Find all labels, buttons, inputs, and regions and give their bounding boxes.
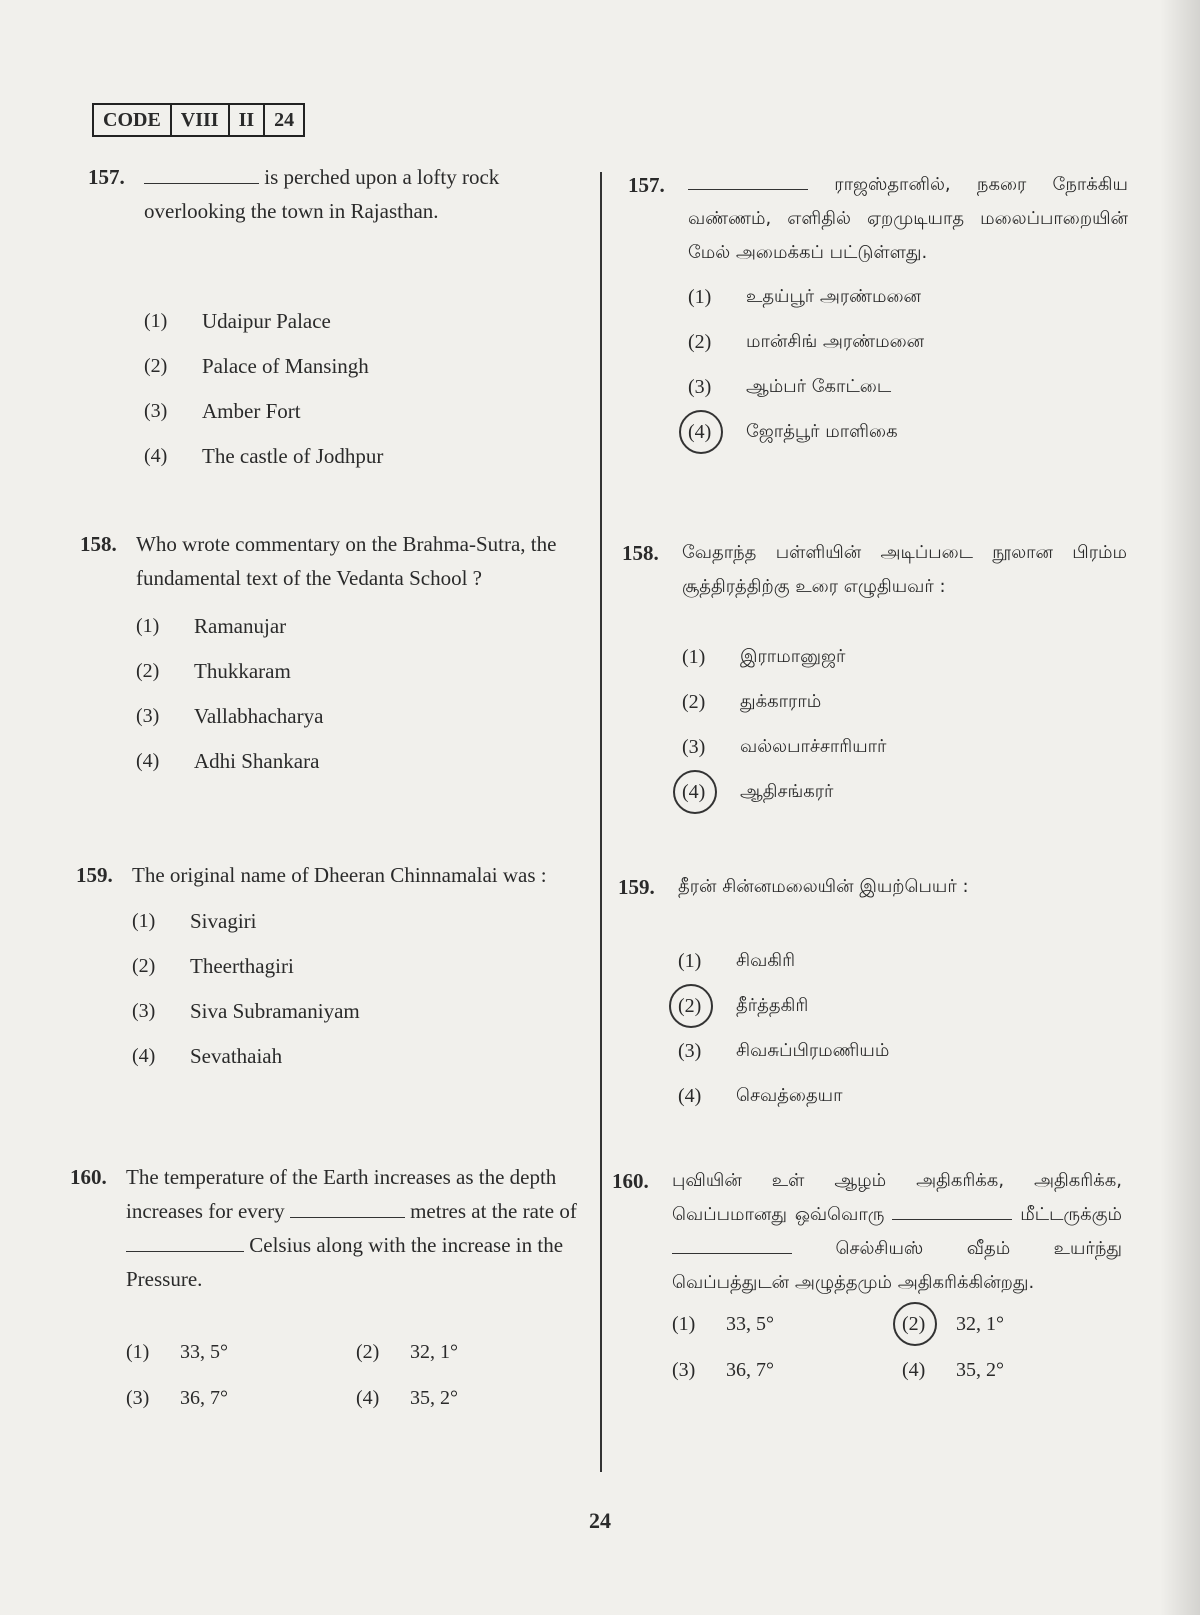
question-text: வேதாந்த பள்ளியின் அடிப்படை நூலான பிரம்ம சூத்திரத்திற்கு உரை எழுதியவர் : xyxy=(682,542,1127,597)
option-1: (1) 33, 5° xyxy=(672,1313,774,1335)
answer-blank xyxy=(688,171,808,190)
answer-blank-2 xyxy=(672,1235,792,1254)
question-number: 158. xyxy=(80,532,117,556)
question-text: The temperature of the Earth increases as the depth increases for every metres at the rate of Celsius along with the increase in the Pressure. xyxy=(126,1165,577,1291)
question-number: 159. xyxy=(76,863,113,887)
options-list xyxy=(678,938,1123,1118)
question-text: is perched upon a lofty rock overlooking the town in Rajasthan. xyxy=(144,165,500,223)
option-3: (3) Amber Fort xyxy=(144,398,301,423)
question-number: 160. xyxy=(612,1169,649,1193)
option-1: (1) Ramanujar xyxy=(136,613,287,638)
option-2: (2) தீர்த்தகிரி xyxy=(678,983,1123,1028)
answer-circle-mark xyxy=(669,984,713,1028)
option-3: (3) 36, 7° xyxy=(672,1359,774,1381)
code-header-box xyxy=(92,103,305,137)
question-number: 158. xyxy=(622,541,659,565)
option-3: (3) Siva Subramaniyam xyxy=(132,998,360,1023)
answer-circle-mark xyxy=(673,770,717,814)
code-label: CODE xyxy=(94,105,172,135)
option-2: (2) துக்காராம் xyxy=(682,690,822,713)
question-157-en xyxy=(88,160,588,478)
option-2: (2) மான்சிங் அரண்மனை xyxy=(688,330,925,353)
option-4: (4) Adhi Shankara xyxy=(136,748,320,773)
option-4: (4) ஜோத்பூர் மாளிகை xyxy=(688,409,1128,454)
option-4: (4) Sevathaiah xyxy=(132,1043,283,1068)
question-number: 157. xyxy=(88,165,125,189)
answer-blank-1 xyxy=(290,1199,405,1218)
question-text: The original name of Dheeran Chinnamalai was : xyxy=(132,863,547,887)
question-158-ta xyxy=(622,536,1127,814)
question-text: ராஜஸ்தானில், நகரை நோக்கிய வண்ணம், எளிதில் ஏறமுடியாத மலைப்பாறையின் மேல் அமைக்கப் பட்டுள்ளது. xyxy=(688,168,1128,270)
page-edge-shadow xyxy=(1160,0,1200,1615)
options-list xyxy=(144,298,588,478)
option-4: (4) செவத்தையா xyxy=(678,1084,843,1107)
answer-blank-1 xyxy=(892,1201,1012,1220)
question-number: 157. xyxy=(628,173,665,197)
option-1: (1) 33, 5° xyxy=(126,1341,228,1363)
option-2: (2) Thukkaram xyxy=(136,658,291,683)
option-4: (4) 35, 2° xyxy=(356,1387,458,1409)
option-3: (3) ஆம்பர் கோட்டை xyxy=(688,375,892,398)
question-159-en xyxy=(76,858,576,1078)
option-4: (4) The castle of Jodhpur xyxy=(144,443,384,468)
option-1: (1) உதய்பூர் அரண்மனை xyxy=(688,285,922,308)
options-list xyxy=(682,634,1127,814)
option-4: (4) 35, 2° xyxy=(902,1359,1004,1381)
question-number: 159. xyxy=(618,875,655,899)
option-2: (2) 32, 1° xyxy=(356,1341,458,1363)
question-159-ta xyxy=(618,870,1123,1118)
option-2: (2) 32, 1° xyxy=(902,1304,1102,1344)
option-2: (2) Palace of Mansingh xyxy=(144,353,369,378)
question-text: Who wrote commentary on the Brahma-Sutra, the fundamental text of the Vedanta School ? xyxy=(136,532,557,590)
code-part-2: II xyxy=(230,105,266,135)
options-list xyxy=(136,603,580,783)
question-text: புவியின் உள் ஆழம் அதிகரிக்க, அதிகரிக்க, வெப்பமானது ஒவ்வொரு மீட்டருக்கும் செல்சியஸ் வீதம் உயர்ந்து வெப்பத்துடன் அழுத்தமும் அதிகரிக்கின்றது. xyxy=(672,1170,1122,1293)
options-list xyxy=(132,898,576,1078)
answer-circle-mark xyxy=(679,410,723,454)
question-number: 160. xyxy=(70,1165,107,1189)
options-grid xyxy=(672,1304,1122,1390)
question-text: தீரன் சின்னமலையின் இயற்பெயர் : xyxy=(678,876,969,897)
code-part-3: 24 xyxy=(274,108,295,131)
option-3: (3) வல்லபாச்சாரியார் xyxy=(682,735,887,758)
option-1: (1) இராமானுஜர் xyxy=(682,645,846,668)
question-160-en xyxy=(70,1160,580,1418)
option-3: (3) Vallabhacharya xyxy=(136,703,324,728)
option-1: (1) Sivagiri xyxy=(132,908,257,933)
option-2: (2) Theerthagiri xyxy=(132,953,294,978)
question-157-ta xyxy=(628,168,1128,454)
answer-blank-2 xyxy=(126,1233,244,1252)
options-grid xyxy=(126,1332,580,1418)
option-3: (3) 36, 7° xyxy=(126,1387,228,1409)
answer-blank xyxy=(144,165,259,184)
page-number: 24 xyxy=(589,1508,611,1533)
option-3: (3) சிவசுப்பிரமணியம் xyxy=(678,1039,890,1062)
option-4: (4) ஆதிசங்கரர் xyxy=(682,769,1127,814)
column-divider xyxy=(600,172,602,1472)
option-1: (1) Udaipur Palace xyxy=(144,308,331,333)
question-160-ta xyxy=(612,1164,1122,1390)
options-list xyxy=(688,274,1128,454)
question-158-en xyxy=(80,527,580,783)
code-part-1: VIII xyxy=(172,105,230,135)
option-1: (1) சிவகிரி xyxy=(678,949,796,972)
answer-circle-mark xyxy=(893,1302,937,1346)
